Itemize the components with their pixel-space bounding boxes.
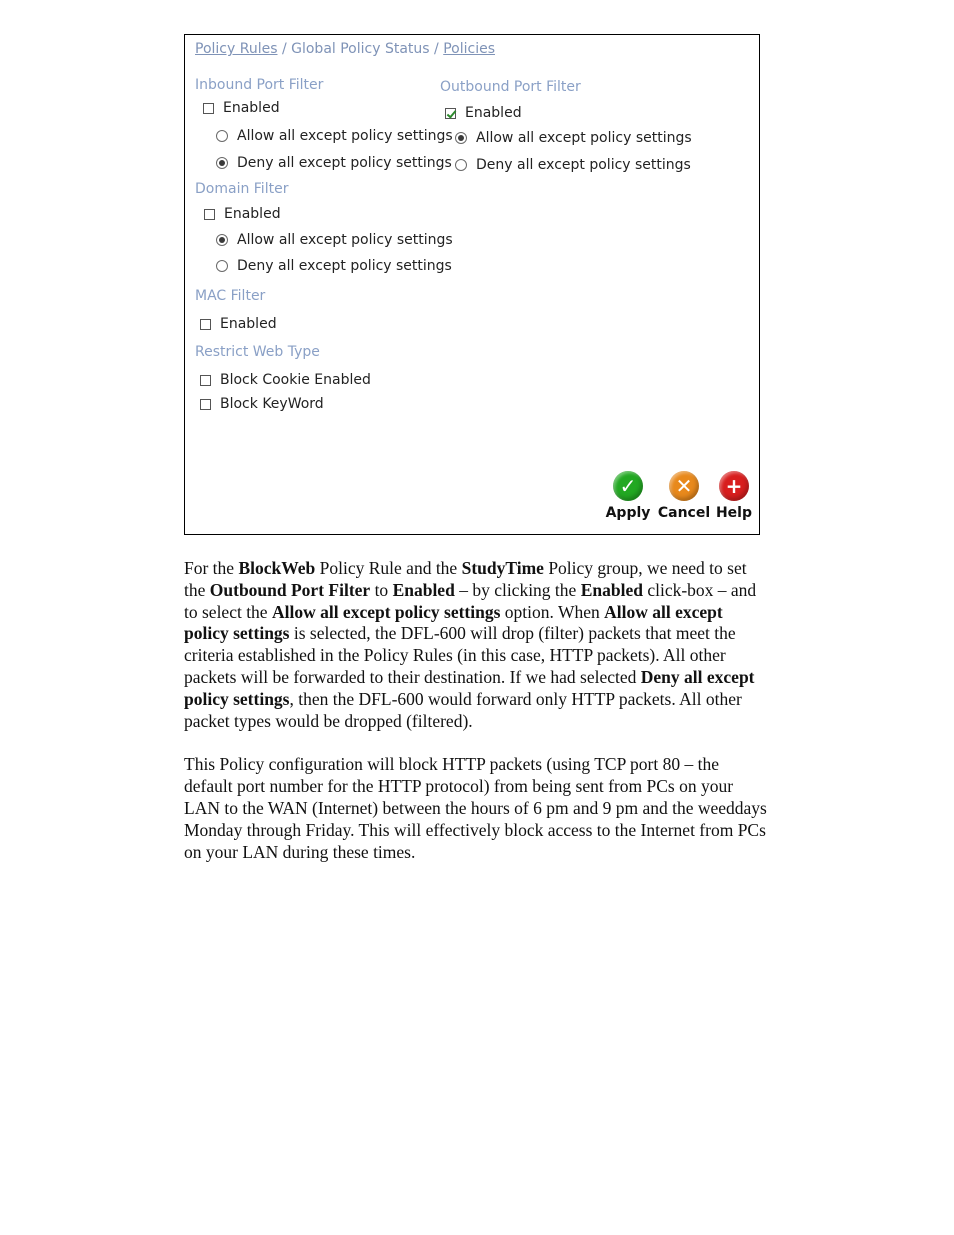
description-segment: Deny all except policy settings	[184, 666, 755, 709]
description-paragraph-1	[184, 558, 769, 732]
description-segment: Allow all except policy settings	[184, 601, 723, 644]
apply-button-label: Apply	[605, 505, 651, 521]
breadcrumb-separator: /	[434, 41, 439, 57]
breadcrumb-separator: /	[281, 41, 287, 57]
domain-allow-radio[interactable]	[216, 234, 228, 246]
description-segment: is selected, the DFL-600 will drop (filter) packets that meet the criteria established in the Policy Rules (in this case, HTTP packets). All other packets will be forwarded to their destination. If we had selected	[184, 623, 736, 687]
outbound-enabled-checkbox[interactable]	[445, 108, 456, 119]
block-cookie-label: Block Cookie Enabled	[220, 372, 371, 388]
breadcrumb-global-policy-status: Global Policy Status	[291, 41, 430, 57]
domain-allow-option[interactable]	[216, 232, 453, 248]
description-segment: Enabled	[392, 579, 455, 600]
description-segment: StudyTime	[461, 558, 544, 578]
inbound-allow-radio[interactable]	[216, 130, 228, 142]
description-text	[184, 558, 769, 863]
outbound-allow-option[interactable]	[455, 130, 692, 146]
description-segment: click-box – and to select the	[184, 579, 757, 622]
mac-enabled-option[interactable]	[200, 316, 277, 332]
help-button-label: Help	[715, 505, 753, 521]
description-segment: BlockWeb	[238, 558, 316, 578]
inbound-deny-radio[interactable]	[216, 157, 228, 169]
inbound-enabled-label: Enabled	[223, 100, 280, 116]
outbound-deny-radio[interactable]	[455, 159, 467, 171]
block-cookie-checkbox[interactable]	[200, 375, 211, 386]
description-segment: Outbound Port Filter	[209, 579, 371, 600]
domain-enabled-option[interactable]	[204, 206, 281, 222]
outbound-enabled-option[interactable]	[445, 105, 522, 121]
outbound-deny-option[interactable]	[455, 157, 691, 173]
description-segment: Enabled	[580, 579, 643, 600]
breadcrumb	[195, 41, 495, 57]
restrict-web-type-heading: Restrict Web Type	[195, 344, 320, 360]
cancel-button-label: Cancel	[657, 505, 711, 521]
block-keyword-option[interactable]	[200, 396, 324, 412]
inbound-deny-label: Deny all except policy settings	[237, 155, 452, 171]
checkmark-icon: ✓	[613, 471, 643, 501]
description-segment: to	[370, 579, 393, 600]
plus-icon: +	[719, 471, 749, 501]
domain-deny-radio[interactable]	[216, 260, 228, 272]
block-cookie-option[interactable]	[200, 372, 371, 388]
inbound-allow-option[interactable]	[216, 128, 453, 144]
inbound-enabled-checkbox[interactable]	[203, 103, 214, 114]
description-segment: , then the DFL-600 would forward only HTTP packets. All other packet types would be dropped (filtered).	[184, 688, 742, 731]
outbound-port-filter-heading: Outbound Port Filter	[440, 79, 581, 95]
mac-filter-heading: MAC Filter	[195, 288, 266, 304]
description-paragraph-2: This Policy configuration will block HTTP packets (using TCP port 80 – the default port number for the HTTP protocol) from being sent from PCs on your LAN to the WAN (Internet) between the hours of 6 pm and 9 pm and the weeddays Monday through Friday. This will effectively block access to the Internet from PCs on your LAN during these times.	[184, 754, 767, 862]
mac-enabled-checkbox[interactable]	[200, 319, 211, 330]
outbound-allow-label: Allow all except policy settings	[476, 130, 692, 146]
inbound-port-filter-heading: Inbound Port Filter	[195, 77, 324, 93]
description-segment: For the	[184, 558, 239, 578]
outbound-deny-label: Deny all except policy settings	[476, 157, 691, 173]
inbound-enabled-option[interactable]	[203, 100, 280, 116]
breadcrumb-policy-rules-link[interactable]: Policy Rules	[195, 41, 278, 57]
outbound-allow-radio[interactable]	[455, 132, 467, 144]
mac-enabled-label: Enabled	[220, 316, 277, 332]
domain-filter-heading: Domain Filter	[195, 181, 289, 197]
block-keyword-label: Block KeyWord	[220, 396, 324, 412]
description-segment: option. When	[500, 601, 605, 622]
apply-button[interactable]	[603, 471, 653, 521]
help-button[interactable]	[709, 471, 759, 521]
domain-deny-label: Deny all except policy settings	[237, 258, 452, 274]
outbound-enabled-label: Enabled	[465, 105, 522, 121]
inbound-allow-label: Allow all except policy settings	[237, 128, 453, 144]
description-segment: Policy group, we need to set the	[184, 558, 747, 600]
description-segment: Allow all except policy settings	[271, 601, 501, 622]
description-segment: – by clicking the	[454, 579, 581, 600]
inbound-deny-option[interactable]	[216, 155, 452, 171]
domain-deny-option[interactable]	[216, 258, 452, 274]
policy-panel	[184, 34, 760, 535]
breadcrumb-policies-link[interactable]: Policies	[443, 41, 495, 57]
x-icon: ✕	[669, 471, 699, 501]
block-keyword-checkbox[interactable]	[200, 399, 211, 410]
domain-allow-label: Allow all except policy settings	[237, 232, 453, 248]
description-segment: Policy Rule and the	[315, 558, 462, 578]
domain-enabled-checkbox[interactable]	[204, 209, 215, 220]
cancel-button[interactable]	[659, 471, 709, 521]
domain-enabled-label: Enabled	[224, 206, 281, 222]
